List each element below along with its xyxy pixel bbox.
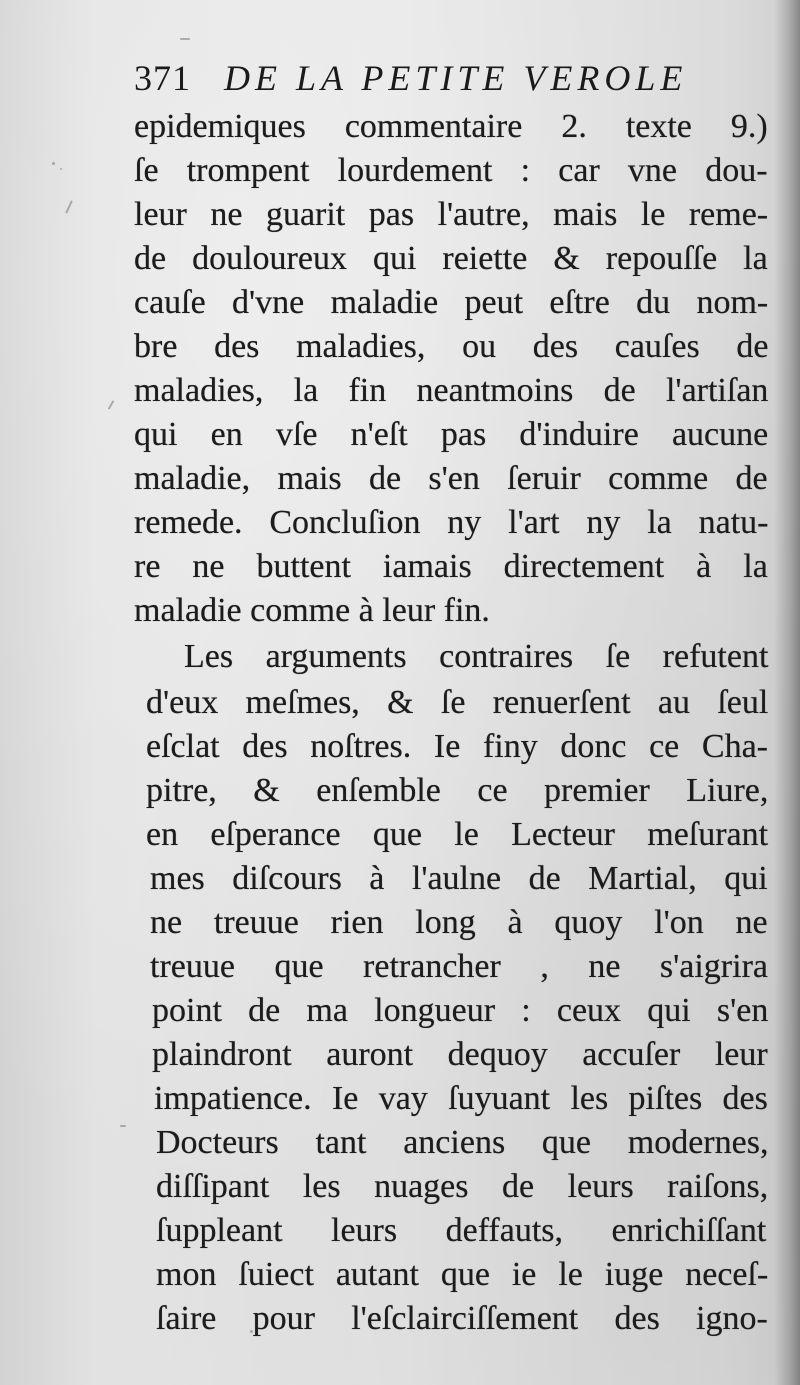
text-line: cauſe d'vne maladie peut eſtre du nom- [134, 284, 769, 321]
text-line: re ne buttent iamais directement à la [134, 548, 768, 585]
text-line: ſe trompent lourdement : car vne dou- [134, 152, 768, 189]
text-line: maladie, mais de s'en ſeruir comme de [134, 460, 768, 497]
text-line: en eſperance que le Lecteur meſurant [146, 816, 769, 853]
text-line: maladie comme à leur fin. [134, 592, 490, 629]
text-line: impatience. Ie vay ſuyuant les piſtes des [154, 1080, 768, 1117]
running-head: DE LA PETITE VEROLE [224, 58, 688, 98]
text-line: maladies, la fin neantmoins de l'artiſan [134, 372, 769, 409]
text-line: treuue que retrancher , ne s'aigrira [150, 948, 768, 985]
text-line: remede. Concluſion ny l'art ny la natu- [134, 504, 769, 541]
text-line: diſſipant les nuages de leurs raiſons, [156, 1168, 769, 1205]
paper-speck [120, 1125, 126, 1127]
text-line: ne treuue rien long à quoy l'on ne [150, 904, 768, 941]
text-line: plaindront auront dequoy accuſer leur [152, 1036, 768, 1073]
text-line: point de ma longueur : ceux qui s'en [152, 992, 769, 1029]
text-line: mon ſuiect autant que ie le iuge neceſ- [156, 1256, 769, 1293]
paper-speck [60, 168, 62, 170]
text-line: pitre, & enſemble ce premier Liure, [146, 772, 769, 809]
page-header [128, 55, 768, 105]
text-line: epidemiques commentaire 2. texte 9.) [134, 108, 768, 145]
text-line: qui en vſe n'eſt pas d'induire aucune [134, 416, 769, 453]
text-line: eſclat des noſtres. Ie finy donc ce Cha- [146, 728, 768, 765]
text-line: ſuppleant leurs deffauts, enrichiſſant [156, 1212, 767, 1249]
text-line: de douloureux qui reiette & repouſſe la [134, 240, 768, 277]
text-line: mes diſcours à l'aulne de Martial, qui [150, 860, 768, 897]
page-number: 371 [134, 58, 191, 98]
paper-speck [65, 200, 73, 214]
paper-speck [52, 162, 55, 165]
text-line: bre des maladies, ou des cauſes de [134, 328, 769, 365]
text-line: Docteurs tant anciens que modernes, [156, 1124, 769, 1161]
text-line: d'eux meſmes, & ſe renuerſent au ſeul [146, 684, 769, 721]
text-line: ſaire pour l'eſclairciſſement des igno- [156, 1300, 768, 1337]
paragraph-first-line: Les arguments contraires ſe refutent [184, 638, 769, 675]
paper-speck [180, 38, 190, 40]
text-line: leur ne guarit pas l'autre, mais le reme- [134, 196, 769, 233]
page-gutter-shadow [774, 0, 800, 1385]
paper-speck [108, 400, 115, 410]
